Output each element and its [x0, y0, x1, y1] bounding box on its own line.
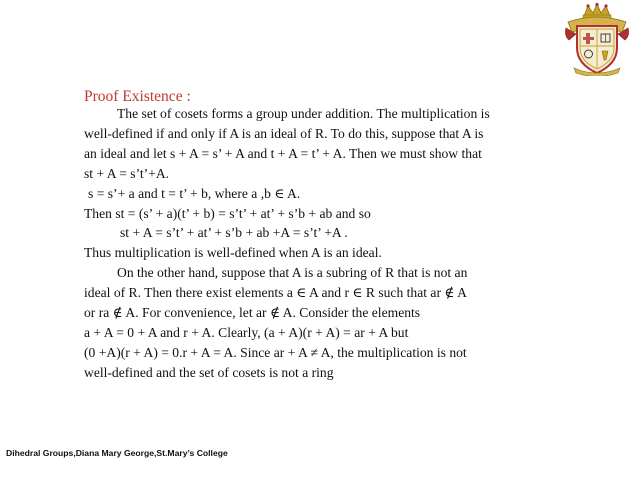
- proof-body: [84, 104, 604, 383]
- slide-footer: Dihedral Groups,Diana Mary George,St.Mary’s College: [6, 448, 228, 458]
- slide-title: Proof Existence :: [84, 88, 191, 105]
- proof-line: well-defined if and only if A is an ideal of R. To do this, suppose that A is: [84, 125, 484, 141]
- proof-line: Thus multiplication is well-defined when A is an ideal.: [84, 245, 382, 261]
- proof-line: ideal of R. Then there exist elements a ∈ A and r ∈ R such that ar ∉ A: [84, 285, 467, 301]
- proof-line: The set of cosets forms a group under addition. The multiplication is: [117, 106, 490, 121]
- proof-line: a + A = 0 + A and r + A. Clearly, (a + A)(r + A) = ar + A but: [84, 324, 409, 340]
- proof-line: (0 +A)(r + A) = 0.r + A = A. Since ar + A ≠ A, the multiplication is not: [84, 344, 467, 360]
- proof-line: On the other hand, suppose that A is a subring of R that is not an: [117, 265, 468, 281]
- proof-line: or ra ∉ A. For convenience, let ar ∉ A. Consider the elements: [84, 305, 421, 321]
- proof-line: well-defined and the set of cosets is not a ring: [84, 364, 334, 380]
- proof-line: Then st = (s’ + a)(t’ + b) = s’t’ + at’ + s’b + ab and so: [84, 205, 371, 221]
- proof-line: s = s’+ a and t = t’ + b, where a ,b ∈ A.: [88, 185, 301, 201]
- college-crest-icon: [560, 2, 634, 76]
- proof-line: st + A = s’t’+A.: [84, 165, 170, 181]
- proof-line: an ideal and let s + A = s’ + A and t + A = t’ + A. Then we must show that: [84, 145, 482, 161]
- proof-line: st + A = s’t’ + at’ + s’b + ab +A = s’t’ +A .: [120, 225, 348, 241]
